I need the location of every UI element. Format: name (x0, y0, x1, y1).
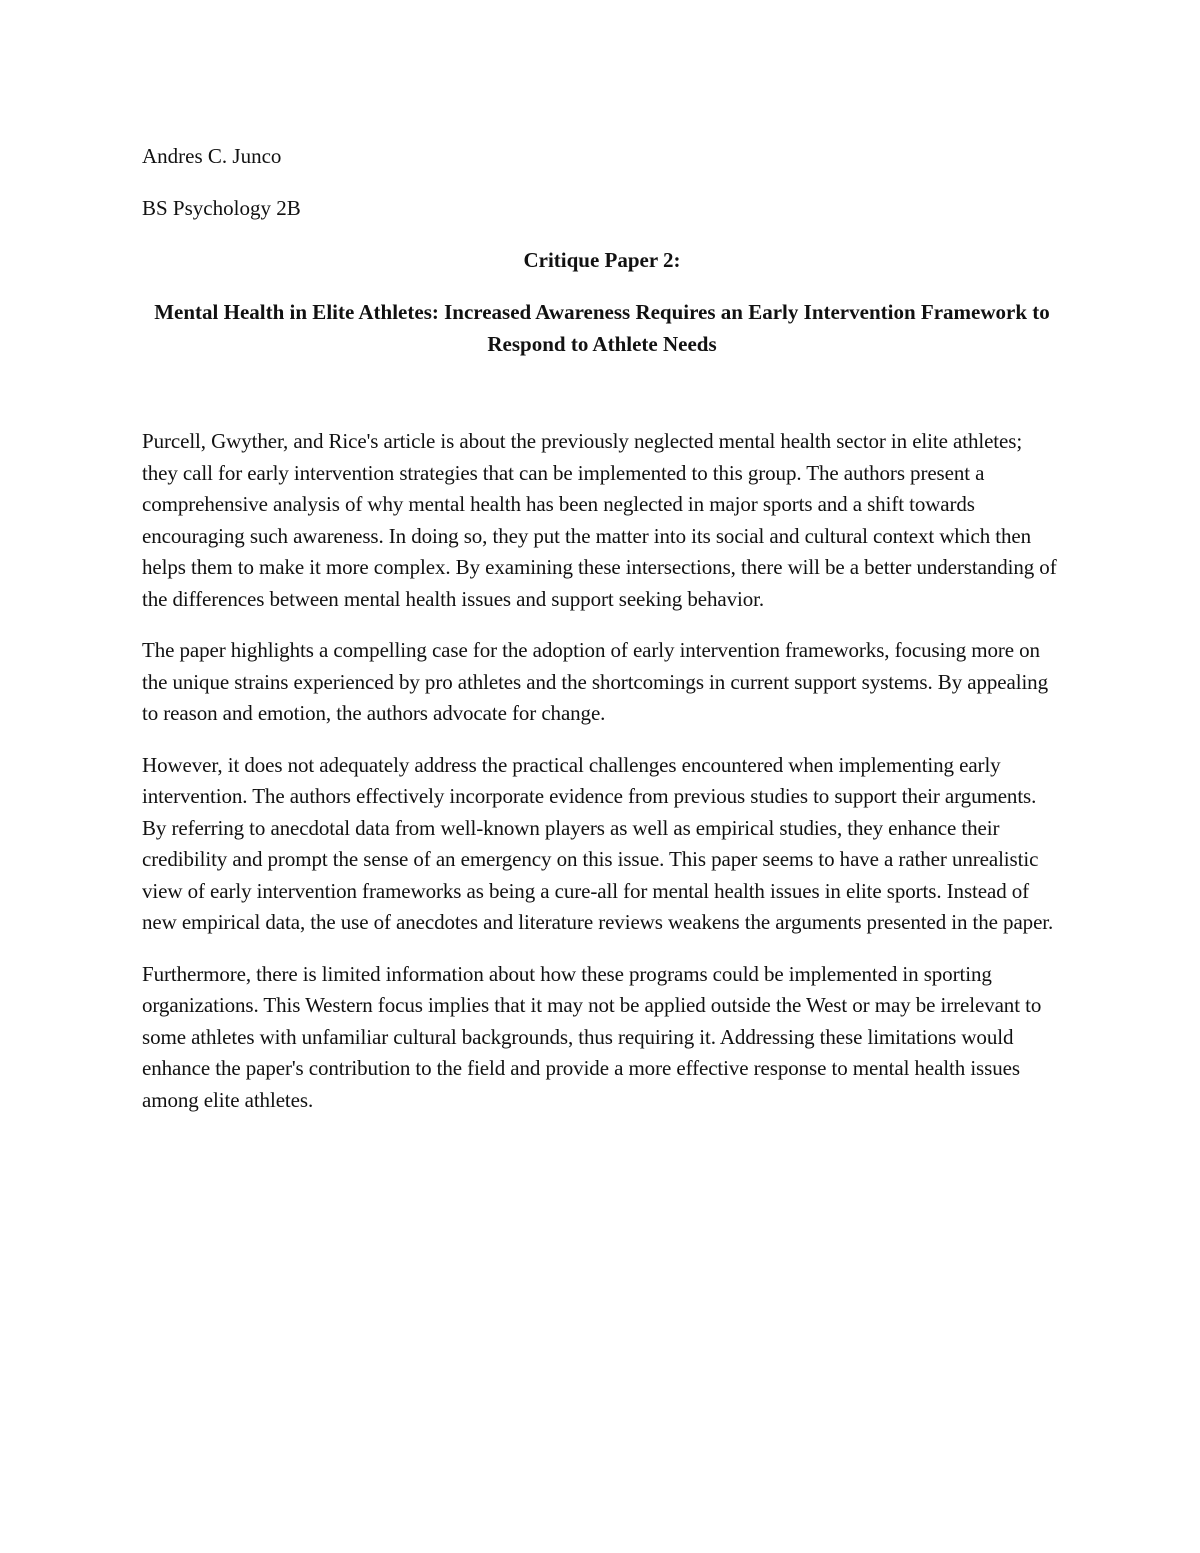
paragraph-1: Purcell, Gwyther, and Rice's article is about the previously neglected mental health sector in elite athletes; they call for early intervention strategies that can be implemented to this group. The authors present a comprehensive analysis of why mental health has been neglected in major sports and a shift towards encouraging such awareness. In doing so, they put the matter into its social and cultural context which then helps them to make it more complex. By examining these intersections, there will be a better understanding of the differences between mental health issues and support seeking behavior. (142, 429, 1057, 611)
paragraph-3: However, it does not adequately address the practical challenges encountered when implementing early intervention. The authors effectively incorporate evidence from previous studies to support their arguments. By referring to anecdotal data from well-known players as well as empirical studies, they enhance their credibility and prompt the sense of an emergency on this issue. This paper seems to have a rather unrealistic view of early intervention frameworks as being a cure-all for mental health issues in elite sports. Instead of new empirical data, the use of anecdotes and literature reviews weakens the arguments presented in the paper. (142, 752, 1054, 934)
document-body (142, 140, 1062, 1136)
paper-title: Mental Health in Elite Athletes: Increased Awareness Requires an Early Intervention Framework to Respond to Athlete Needs (154, 300, 1050, 356)
paragraph-2: The paper highlights a compelling case for the adoption of early intervention frameworks, focusing more on the unique strains experienced by pro athletes and the shortcomings in current support systems. By appealing to reason and emotion, the authors advocate for change. (142, 638, 1048, 725)
paragraph-4: Furthermore, there is limited information about how these programs could be implemented in sporting organizations. This Western focus implies that it may not be applied outside the West or may be irrelevant to some athletes with unfamiliar cultural backgrounds, thus requiring it. Addressing these limitations would enhance the paper's contribution to the field and provide a more effective response to mental health issues among elite athletes. (142, 961, 1042, 1112)
author-name: Andres C. Junco (142, 144, 282, 168)
critique-heading: Critique Paper 2: (523, 248, 681, 272)
course-name: BS Psychology 2B (142, 196, 301, 220)
